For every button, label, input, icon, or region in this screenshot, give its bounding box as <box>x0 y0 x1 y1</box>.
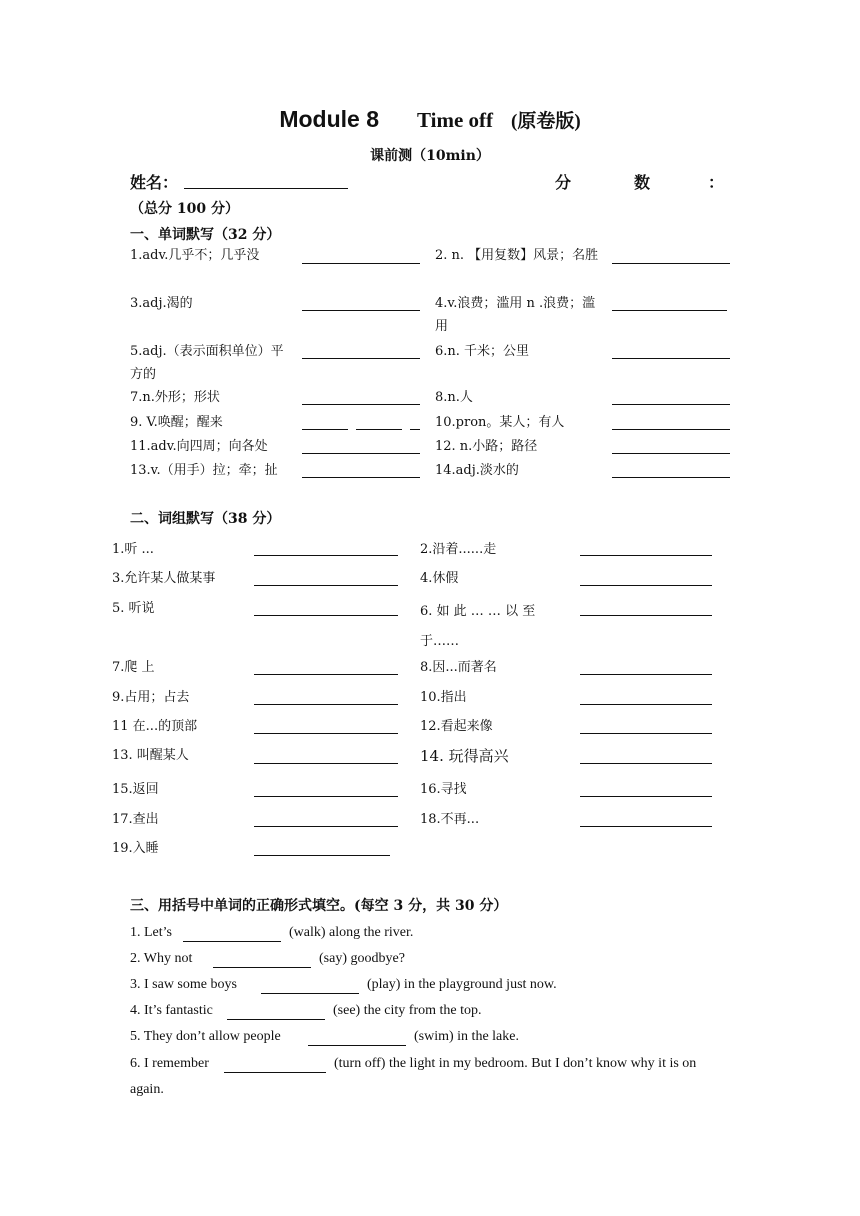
fill-blank-5[interactable] <box>308 1045 406 1046</box>
word-blank-9c[interactable] <box>410 429 420 430</box>
phrase-item-4: 4.休假 <box>420 571 459 586</box>
section1-heading: 一、单词默写（32 分） <box>130 227 281 243</box>
name-label: 姓名： <box>130 173 179 192</box>
section3-heading: 三、用括号中单词的正确形式填空。(每空 3 分，共 30 分） <box>130 898 508 914</box>
phrase-blank-11[interactable] <box>254 733 398 734</box>
word-blank-3[interactable] <box>302 310 420 311</box>
page-title <box>0 106 860 133</box>
section2-heading: 二、词组默写（38 分） <box>130 511 281 527</box>
word-item-10: 10.pron。某人；有人 <box>435 415 565 430</box>
word-item-4: 4.v.浪费；滥用 n .浪费；滥用 <box>435 296 596 334</box>
phrase-item-2: 2.沿着......走 <box>420 542 497 557</box>
phrase-blank-1[interactable] <box>254 555 398 556</box>
fill-item-2-after: (say) goodbye? <box>319 951 405 966</box>
total-score: （总分 100 分） <box>130 201 239 217</box>
fill-item-4-before: 4. It’s fantastic <box>130 1003 213 1018</box>
fill-item-6-before: 6. I remember <box>130 1056 209 1071</box>
word-blank-13[interactable] <box>302 477 420 478</box>
phrase-blank-9[interactable] <box>254 704 398 705</box>
phrase-blank-16[interactable] <box>580 796 712 797</box>
title-tag: (原卷版) <box>511 111 581 132</box>
score-char-1: 分 <box>555 173 572 192</box>
phrase-blank-4[interactable] <box>580 585 712 586</box>
phrase-blank-8[interactable] <box>580 674 712 675</box>
word-blank-7[interactable] <box>302 404 420 405</box>
phrase-item-18: 18.不再... <box>420 812 480 827</box>
word-blank-9a[interactable] <box>302 429 348 430</box>
fill-item-5-before: 5. They don’t allow people <box>130 1029 281 1044</box>
phrase-blank-19[interactable] <box>254 855 390 856</box>
phrase-blank-15[interactable] <box>254 796 398 797</box>
phrase-blank-13[interactable] <box>254 763 398 764</box>
phrase-blank-14[interactable] <box>580 763 712 764</box>
word-item-14: 14.adj.淡水的 <box>435 463 519 478</box>
score-char-3: ： <box>708 173 725 192</box>
phrase-item-6: 6. 如 此 … … 以 至于…… <box>420 604 536 649</box>
word-item-8: 8.n.人 <box>435 390 473 405</box>
word-blank-6[interactable] <box>612 358 730 359</box>
fill-item-2-before: 2. Why not <box>130 951 193 966</box>
phrase-blank-2[interactable] <box>580 555 712 556</box>
phrase-blank-5[interactable] <box>254 615 398 616</box>
word-blank-1[interactable] <box>302 263 420 264</box>
phrase-blank-3[interactable] <box>254 585 398 586</box>
word-item-11: 11.adv.向四周；向各处 <box>130 439 268 454</box>
fill-item-6-after: (turn off) the light in my bedroom. But I don’t know why it is on <box>334 1056 697 1071</box>
fill-item-1-before: 1. Let’s <box>130 925 172 940</box>
fill-blank-6[interactable] <box>224 1072 326 1073</box>
fill-item-3-after: (play) in the playground just now. <box>367 977 557 992</box>
phrase-blank-12[interactable] <box>580 733 712 734</box>
phrase-item-8: 8.因...而著名 <box>420 660 497 675</box>
phrase-blank-7[interactable] <box>254 674 398 675</box>
phrase-item-5: 5. 听说 <box>112 601 155 616</box>
phrase-item-15: 15.返回 <box>112 782 159 797</box>
phrase-item-12: 12.看起来像 <box>420 719 493 734</box>
word-item-12: 12. n.小路；路径 <box>435 439 538 454</box>
word-blank-2[interactable] <box>612 263 730 264</box>
fill-item-6-cont: again. <box>130 1082 164 1097</box>
phrase-blank-17[interactable] <box>254 826 398 827</box>
word-item-7: 7.n.外形；形状 <box>130 390 220 405</box>
word-blank-9b[interactable] <box>356 429 402 430</box>
phrase-item-16: 16.寻找 <box>420 782 467 797</box>
name-blank[interactable] <box>184 188 348 189</box>
word-item-13: 13.v.（用手）拉；牵；扯 <box>130 463 278 478</box>
word-item-1: 1.adv.几乎不；几乎没 <box>130 248 260 263</box>
phrase-item-19: 19.入睡 <box>112 841 159 856</box>
title-sub: Time off <box>417 108 494 132</box>
phrase-blank-6[interactable] <box>580 615 712 616</box>
fill-blank-2[interactable] <box>213 967 311 968</box>
word-blank-5[interactable] <box>302 358 420 359</box>
page-subtitle: 课前测（10min） <box>370 148 490 164</box>
word-blank-14[interactable] <box>612 477 730 478</box>
phrase-blank-10[interactable] <box>580 704 712 705</box>
fill-blank-3[interactable] <box>261 993 359 994</box>
word-blank-4[interactable] <box>612 310 727 311</box>
phrase-item-3: 3.允许某人做某事 <box>112 571 216 586</box>
phrase-item-10: 10.指出 <box>420 690 467 705</box>
phrase-item-1: 1.听 ... <box>112 542 154 557</box>
word-blank-12[interactable] <box>612 453 730 454</box>
phrase-item-7: 7.爬 上 <box>112 660 155 675</box>
fill-blank-1[interactable] <box>183 941 281 942</box>
phrase-item-14: 14. 玩得高兴 <box>420 747 509 765</box>
fill-item-4-after: (see) the city from the top. <box>333 1003 482 1018</box>
word-item-9: 9. V.唤醒；醒来 <box>130 415 223 430</box>
phrase-item-13: 13. 叫醒某人 <box>112 748 189 763</box>
phrase-blank-18[interactable] <box>580 826 712 827</box>
word-blank-11[interactable] <box>302 453 420 454</box>
fill-item-1-after: (walk) along the river. <box>289 925 414 940</box>
phrase-item-11: 11 在...的顶部 <box>112 719 198 734</box>
word-item-2: 2. n. 【用复数】风景；名胜 <box>435 248 599 263</box>
word-item-6: 6.n. 千米；公里 <box>435 344 530 359</box>
fill-item-5-after: (swim) in the lake. <box>414 1029 519 1044</box>
word-item-5: 5.adj.（表示面积单位）平方的 <box>130 344 284 382</box>
score-char-2: 数 <box>634 173 651 192</box>
phrase-item-9: 9.占用；占去 <box>112 690 190 705</box>
word-item-3: 3.adj.渴的 <box>130 296 193 311</box>
title-main: Module 8 <box>279 106 379 132</box>
word-blank-8[interactable] <box>612 404 730 405</box>
fill-blank-4[interactable] <box>227 1019 325 1020</box>
phrase-item-17: 17.查出 <box>112 812 159 827</box>
word-blank-10[interactable] <box>612 429 730 430</box>
fill-item-3-before: 3. I saw some boys <box>130 977 237 992</box>
